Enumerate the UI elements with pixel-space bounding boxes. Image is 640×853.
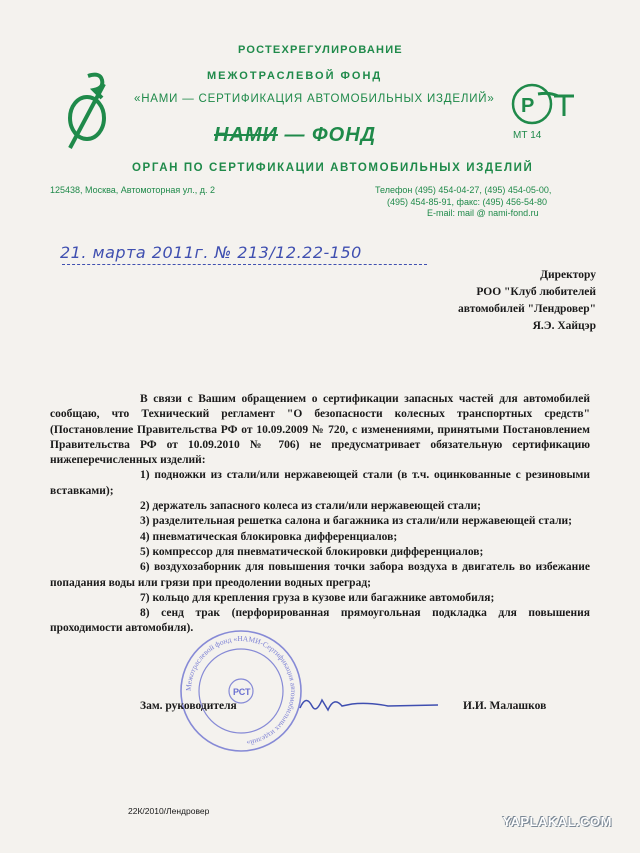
handwritten-signature xyxy=(298,688,448,718)
contacts-block xyxy=(375,185,585,220)
address: 125438, Москва, Автомоторная ул., д. 2 xyxy=(50,185,216,195)
date-underline xyxy=(62,264,427,266)
list-item: 5) компрессор для пневматической блокировки дифференциалов; xyxy=(140,545,484,558)
list-item: 6) воздухозаборник для повышения точки забора воздуха в двигатель во избежание попадания воды или грязи при преодолении водных преград; xyxy=(50,561,590,589)
fond-wordmark: — ФОНД xyxy=(284,124,377,146)
header-fund-name: «НАМИ — СЕРТИФИКАЦИЯ АВТОМОБИЛЬНЫХ ИЗДЕЛИЙ» xyxy=(134,93,495,105)
official-stamp xyxy=(178,628,304,754)
header-fund: МЕЖОТРАСЛЕВОЙ ФОНД xyxy=(207,70,383,82)
nami-fond-title xyxy=(214,124,376,147)
stamp-ring-text: Межотраслевой фонд «НАМИ-Сертификация автомобильных изделий» xyxy=(183,633,299,748)
phones-line-1: Телефон (495) 454-04-27, (495) 454-05-00, xyxy=(375,185,552,195)
header-certification-body: ОРГАН ПО СЕРТИФИКАЦИИ АВТОМОБИЛЬНЫХ ИЗДЕЛИЙ xyxy=(132,162,534,174)
signatory-position: Зам. руководителя xyxy=(140,700,237,712)
list-item: 8) сенд трак (перфорированная прямоугольная подкладка для повышения проходимости автомобиля). xyxy=(50,607,590,635)
list-item: 2) держатель запасного колеса из стали/или нержавеющей стали; xyxy=(140,500,482,513)
nami-logo xyxy=(58,70,118,150)
reference-number: 22К/2010/Лендровер xyxy=(128,806,210,816)
pst-certification-logo xyxy=(508,82,578,126)
list-item: 4) пневматическая блокировка дифференциалов; xyxy=(140,530,398,543)
list-item: 1) подножки из стали/или нержавеющей стали (в т.ч. оцинкованные с резиновыми вставками); xyxy=(50,469,590,497)
watermark: YAPLAKAL.COM xyxy=(502,814,612,829)
addressee-line-1: Директору xyxy=(540,269,596,281)
handwritten-date-number: 21. марта 2011г. № 213/12.22-150 xyxy=(60,243,362,262)
addressee-line-2: РОО "Клуб любителей xyxy=(476,286,596,298)
letter-body xyxy=(50,392,590,637)
email: E-mail: mail @ nami-fond.ru xyxy=(427,208,539,218)
nami-wordmark: НАМИ xyxy=(214,124,278,146)
addressee-line-3: автомобилей "Лендровер" xyxy=(458,303,596,315)
stamp-center: РСТ xyxy=(233,687,251,697)
addressee-line-4: Я.Э. Хайцэр xyxy=(532,320,596,332)
list-item: 3) разделительная решетка салона и багажника из стали/или нержавеющей стали; xyxy=(140,515,573,528)
signatory-name: И.И. Малашков xyxy=(463,700,547,712)
svg-text:Р: Р xyxy=(521,95,535,117)
addressee-block xyxy=(458,267,596,335)
header-agency: РОСТЕХРЕГУЛИРОВАНИЕ xyxy=(238,44,403,56)
phones-line-2: (495) 454-85-91, факс: (495) 456-54-80 xyxy=(387,196,548,207)
cert-mark-mt14: МТ 14 xyxy=(513,130,542,141)
intro-paragraph: В связи с Вашим обращением о сертификации запасных частей для автомобилей сообщаю, что Технический регламент "О безопасности колесных транспортных средств" (Постановление Правительства РФ от 10.09.2009 № 720, с изменениями, принятыми Постановлением Правительства РФ от 10.09.2010 № 706) не предусматривает обязательную сертификацию нижеперечисленных изделий: xyxy=(50,393,590,467)
list-item: 7) кольцо для крепления груза в кузове или багажнике автомобиля; xyxy=(140,591,495,604)
